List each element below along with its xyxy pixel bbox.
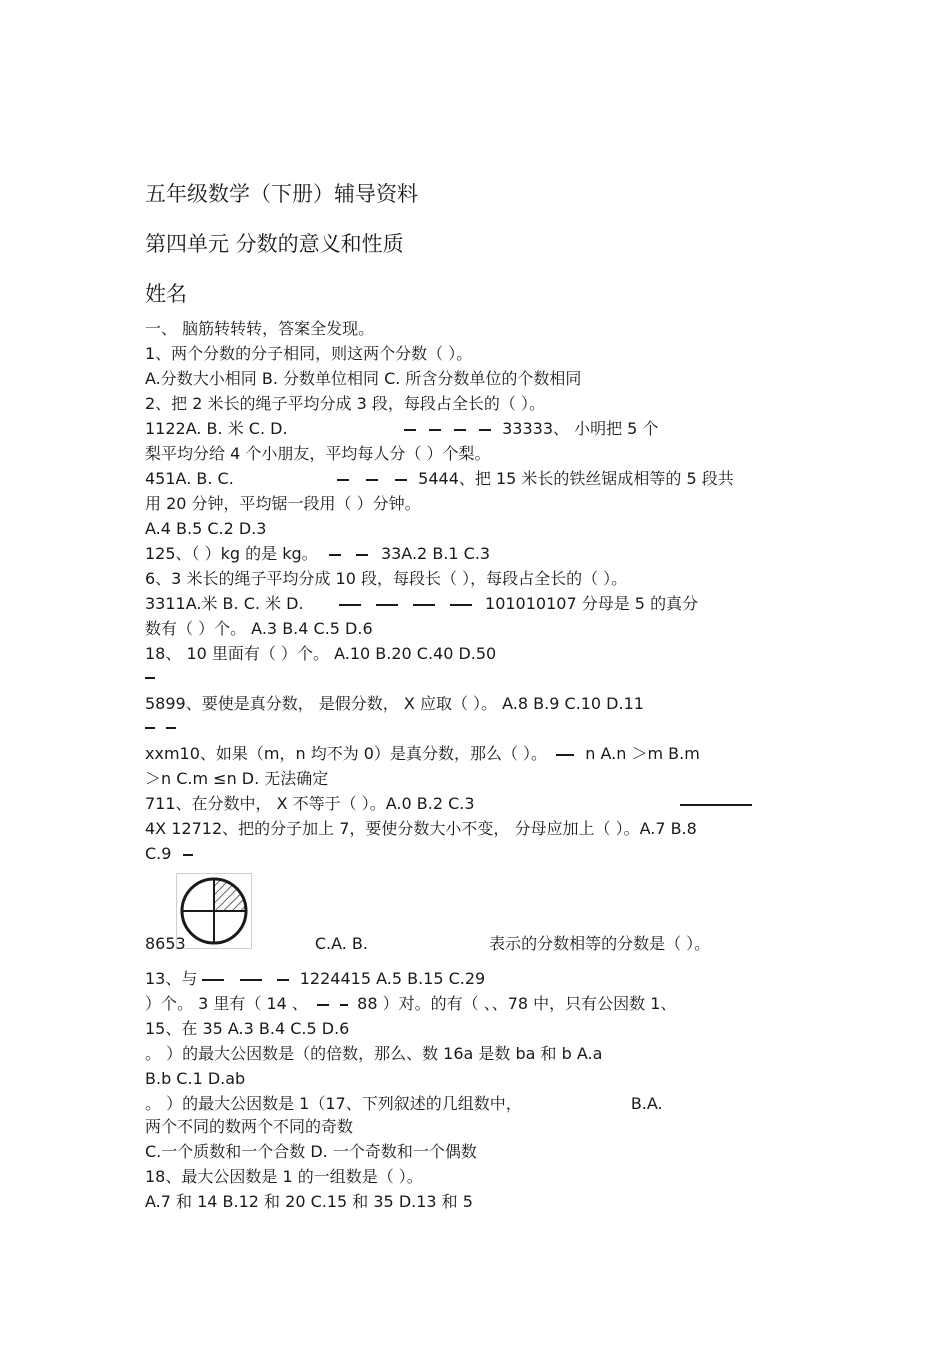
question-6-options [145, 593, 810, 615]
question-5 [145, 543, 810, 565]
worksheet-title: 五年级数学（下册）辅导资料 [145, 182, 418, 206]
question-12: 4X 12712、把的分子加上 7，要使分数大小不变， 分母应加上（ ）。A.7 B.8 [145, 819, 697, 838]
fraction-bar [166, 727, 176, 729]
question-1: 1、两个分数的分子相同，则这两个分数（ ）。 [145, 344, 473, 363]
text-fragment: ）个。 3 里有（ 14 、 [145, 994, 308, 1013]
question-15-options: 15、在 35 A.3 B.4 C.5 D.6 [145, 1019, 350, 1038]
fraction-bar [366, 479, 378, 481]
question-2-options [145, 418, 810, 440]
question-3-options [145, 468, 810, 490]
section-heading: 一、 脑筋转转转，答案全发现。 [145, 319, 375, 338]
text-fragment: 125、（ ）kg 的是 kg。 [145, 544, 318, 563]
fraction-bar [450, 604, 472, 606]
fraction-bar [429, 429, 441, 431]
question-8: 18、 10 里面有（ ）个。 A.10 B.20 C.40 D.50 [145, 644, 497, 663]
fraction-marks [145, 716, 810, 738]
fraction-bar [277, 979, 289, 981]
fraction-bar [329, 554, 341, 556]
text-fragment: 13、与 [145, 969, 198, 988]
fraction-bar [202, 979, 224, 981]
fraction-bar [556, 754, 574, 756]
text-fragment: 101010107 分母是 5 的真分 [485, 594, 699, 613]
fraction-bar [339, 604, 361, 606]
question-14 [145, 993, 810, 1015]
question-9: 5899、要使是真分数， 是假分数， X 应取（ ）。 A.8 B.9 C.10 D.11 [145, 694, 644, 713]
text-fragment: 88 ）对。的有（ 、、78 中，只有公因数 1、 [357, 994, 677, 1013]
question-2: 2、把 2 米长的绳子平均分成 3 段，每段占全长的（ ）。 [145, 394, 545, 413]
text-fragment: n A.n ＞m B.m [585, 744, 700, 763]
question-13 [145, 933, 810, 955]
question-12-options [145, 843, 810, 865]
question-17-options-a: 两个不同的数两个不同的奇数 [145, 1117, 354, 1136]
fraction-bar [376, 604, 398, 606]
question-1-options: A.分数大小相同 B. 分数单位相同 C. 所含分数单位的个数相同 [145, 369, 582, 388]
text-fragment: 33A.2 B.1 C.3 [380, 544, 491, 563]
fraction-bar [317, 1004, 329, 1006]
text-fragment: B.A. [630, 1094, 663, 1113]
question-10 [145, 743, 810, 765]
question-10-options: ＞n C.m ≤n D. 无法确定 [145, 769, 329, 788]
text-fragment: 表示的分数相等的分数是（ ）。 [489, 934, 711, 953]
text-fragment: C.9 [145, 844, 172, 863]
question-13-options [145, 968, 810, 990]
text-fragment: C.A. B. [314, 934, 368, 953]
text-fragment: 3311A.米 B. C. 米 D. [145, 594, 304, 613]
fraction-bar [356, 554, 368, 556]
fraction-bar [145, 727, 155, 729]
question-17 [145, 1093, 810, 1115]
question-16-options: B.b C.1 D.ab [145, 1069, 246, 1088]
fraction-bar [337, 479, 349, 481]
question-16: 。 ）的最大公因数是（的倍数，那么、数 16a 是数 ba 和 b A.a [145, 1044, 603, 1063]
question-3: 梨平均分给 4 个小朋友，平均每人分（ ）个梨。 [145, 444, 491, 463]
fraction-bar [404, 429, 416, 431]
name-label: 姓名 [145, 282, 187, 306]
fraction-bar [454, 429, 466, 431]
text-fragment: 451A. B. C. [145, 469, 234, 488]
fraction-marks [145, 666, 810, 688]
text-fragment: 1122A. B. 米 C. D. [145, 419, 288, 438]
fraction-bar [183, 854, 193, 856]
fraction-bar [413, 604, 435, 606]
text-fragment: 1224415 A.5 B.15 C.29 [299, 969, 486, 988]
question-18-options: A.7 和 14 B.12 和 20 C.15 和 35 D.13 和 5 [145, 1192, 473, 1211]
text-fragment: 33333、 小明把 5 个 [502, 419, 659, 438]
question-11: 711、在分数中， X 不等于（ ）。A.0 B.2 C.3 [145, 794, 475, 813]
fraction-bar [479, 429, 491, 431]
question-4: 用 20 分钟，平均锯一段用（ ）分钟。 [145, 494, 421, 513]
fraction-bar [340, 1004, 348, 1006]
fraction-bar [145, 677, 155, 679]
text-fragment: 5444、把 15 米长的铁丝锯成相等的 5 段共 [418, 469, 734, 488]
fraction-bar [680, 804, 752, 806]
fraction-bar [240, 979, 262, 981]
text-fragment: 。 ）的最大公因数是 1（17、下列叙述的几组数中， [145, 1094, 522, 1113]
fraction-bar [395, 479, 407, 481]
question-7: 数有（ ）个。 A.3 B.4 C.5 D.6 [145, 619, 373, 638]
text-fragment: 8653 [145, 934, 186, 953]
question-6: 6、3 米长的绳子平均分成 10 段，每段长（ ），每段占全长的（ ）。 [145, 569, 628, 588]
unit-heading: 第四单元 分数的意义和性质 [145, 232, 404, 256]
question-17-options-b: C.一个质数和一个合数 D. 一个奇数和一个偶数 [145, 1142, 477, 1161]
question-4-options: A.4 B.5 C.2 D.3 [145, 519, 267, 538]
text-fragment: xxm10、如果（m，n 均不为 0）是真分数，那么（ ）。 [145, 744, 548, 763]
question-18: 18、最大公因数是 1 的一组数是（ ）。 [145, 1167, 423, 1186]
